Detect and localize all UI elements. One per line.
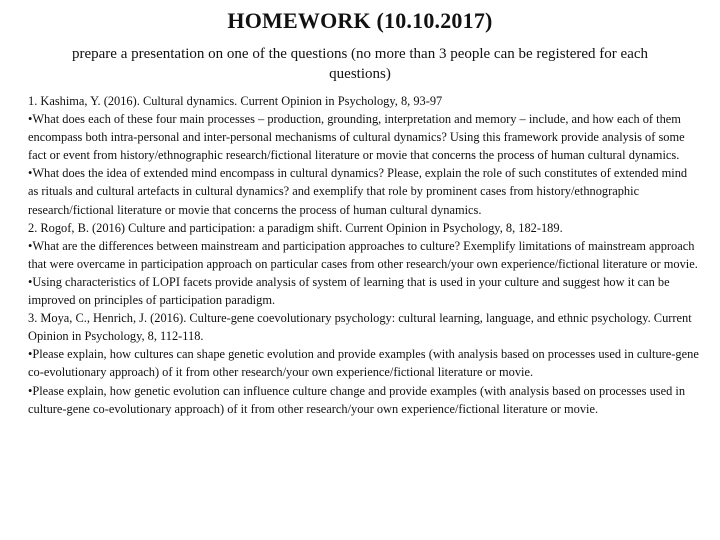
question-rogof-1: •What are the differences between mainstream and participation approaches to culture? Exemplify limitations of mainstream approach that were overcame in participation approach on particular cases from other research/your own experience/fictional literature or movie. — [28, 238, 698, 271]
reference-kashima: 1. Kashima, Y. (2016). Cultural dynamics. Current Opinion in Psychology, 8, 93-97 — [28, 94, 443, 108]
question-moya-2: •Please explain, how genetic evolution can influence culture change and provide examples (with analysis based on processes used in culture-gene co-evolutionary approach) of it from other research/your own experience/fictional literature or movie. — [28, 383, 686, 416]
question-moya-1: •Please explain, how cultures can shape genetic evolution and provide examples (with analysis based on processes used in culture-gene co-evolutionary approach) of it from other research/your own experience/fictional literature or movie. — [28, 347, 699, 380]
page-title: HOMEWORK (10.10.2017) — [227, 8, 493, 33]
reference-rogof: 2. Rogof, B. (2016) Culture and participation: a paradigm shift. Current Opinion in Psychology, 8, 182-189. — [28, 220, 563, 235]
assignment-body — [28, 92, 700, 418]
question-kashima-2: •What does the idea of extended mind encompass in cultural dynamics? Please, explain the role of such constitutes of extended mind as rituals and cultural artefacts in cultural dynamics? and exemplify that role by prominent cases from history/ethnographic research/fictional literature or movie that concerns the process of human cultural dynamics. — [28, 166, 688, 217]
question-kashima-1: •What does each of these four main processes – production, grounding, interpretation and memory – include, and how each of them encompass both intra-personal and inter-personal mechanisms of cultural dynamics? Using this framework provide analysis of some fact or event from history/ethnographic research/fictional literature or movie that concerns the process of human cultural dynamics. — [28, 112, 685, 163]
question-rogof-2: •Using characteristics of LOPI facets provide analysis of system of learning that is used in your culture and suggest how it can be improved on principles of participation paradigm. — [28, 274, 670, 308]
page-subtitle: prepare a presentation on one of the questions (no more than 3 people can be registered for each questions) — [71, 46, 649, 82]
reference-moya-henrich: 3. Moya, C., Henrich, J. (2016). Culture-gene coevolutionary psychology: cultural learning, language, and ethnic psychology. Current Opinion in Psychology, 8, 112-118. — [28, 311, 692, 344]
